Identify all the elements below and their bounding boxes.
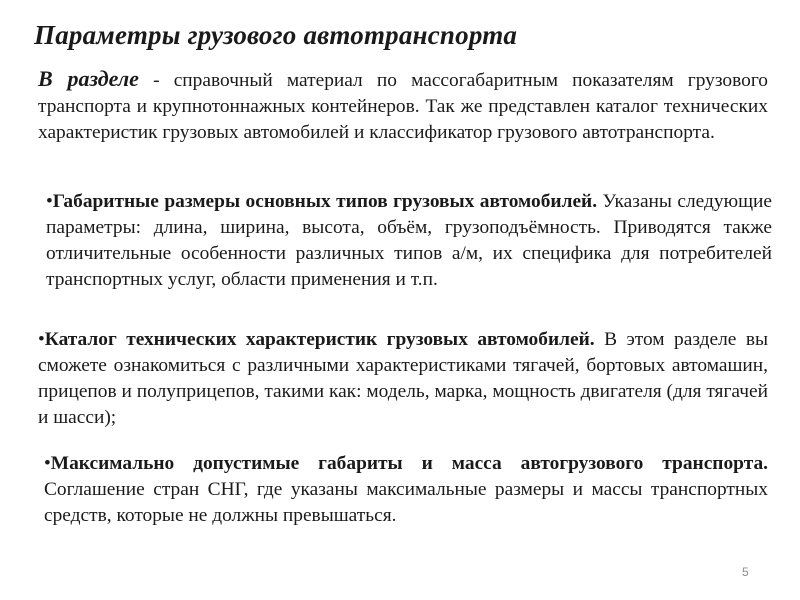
bullet-text: Соглашение стран СНГ, где указаны максимальные размеры и массы транспортных средств, которые не должны превышаться. bbox=[44, 479, 768, 526]
bullet-max-dimensions-mass bbox=[44, 451, 768, 529]
page-number: 5 bbox=[742, 565, 749, 579]
bullet-text: В этом разделе вы сможете ознакомиться с различными характеристиками тягачей, бортовых автомашин, прицепов и полуприцепов, такими как: модель, марка, мощность двигателя (для тягачей и шасси); bbox=[38, 329, 769, 428]
intro-lead: В разделе bbox=[38, 66, 139, 91]
bullet-heading: Максимально допустимые габариты и масса автогрузового транспорта. bbox=[50, 453, 768, 474]
bullet-marker: • bbox=[44, 453, 51, 474]
bullet-marker: • bbox=[38, 329, 45, 350]
intro-paragraph bbox=[38, 66, 768, 146]
bullet-technical-catalog bbox=[38, 327, 768, 431]
bullet-heading: Габаритные размеры основных типов грузовых автомобилей. bbox=[52, 191, 598, 212]
bullet-truck-dimensions bbox=[46, 189, 772, 293]
bullet-marker: • bbox=[46, 191, 53, 212]
slide-title: Параметры грузового автотранспорта bbox=[34, 20, 518, 50]
bullet-text: Указаны следующие параметры: длина, ширина, высота, объём, грузоподъёмность. Приводятся также отличительные особенности различных типов а/м, их специфика для потребителей транспортных услуг, области применения и т.п. bbox=[46, 191, 772, 290]
bullet-heading: Каталог технических характеристик грузовых автомобилей. bbox=[44, 329, 595, 350]
intro-text: - справочный материал по массогабаритным показателям грузового транспорта и крупнотоннажных контейнеров. Так же представлен каталог технических характеристик грузовых автомобилей и классификатор грузового автотранспорта. bbox=[38, 70, 769, 143]
